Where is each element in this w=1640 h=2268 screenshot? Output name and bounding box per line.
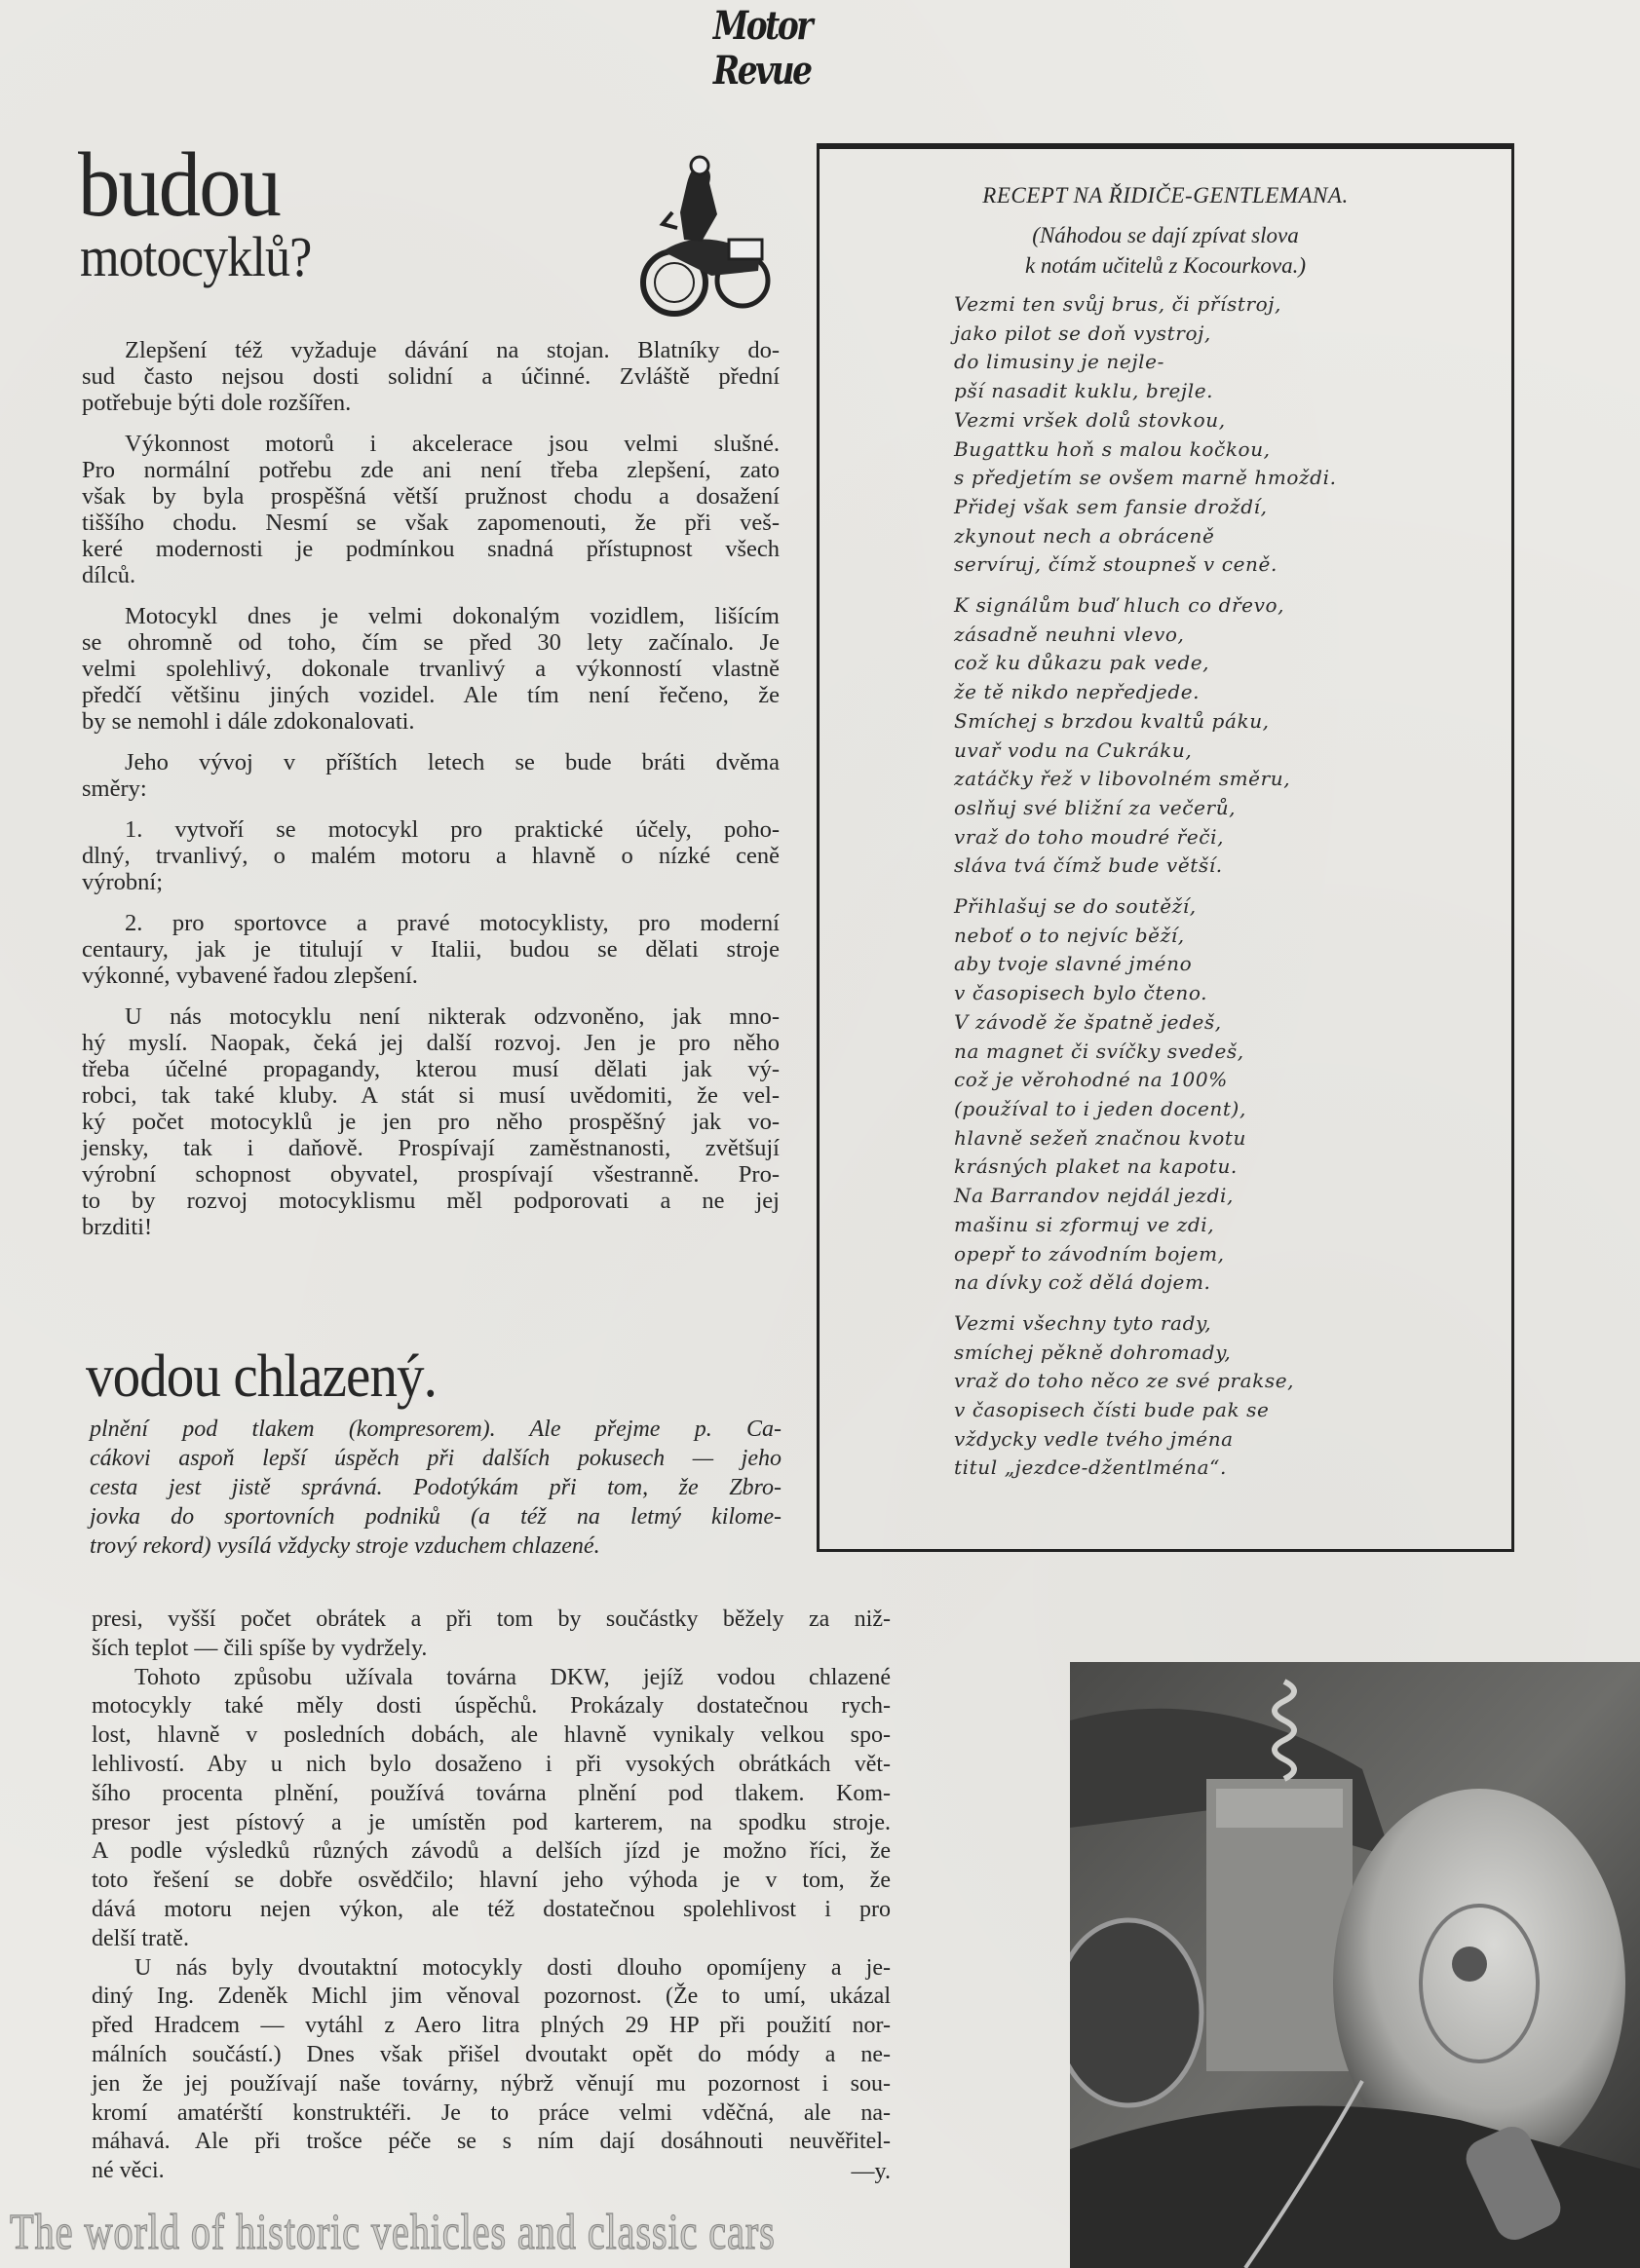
poem-line: oslňuj své bližní za večerů,: [954, 795, 1237, 819]
poem-line: vraž do toho něco ze své prakse,: [954, 1369, 1295, 1393]
poem-line: zásadně neuhni vlevo,: [954, 622, 1185, 646]
article-column-top: [82, 337, 780, 1255]
poem-line: což ku důkazu pak vede,: [954, 651, 1210, 675]
text-line: U nás byly dvoutaktní motocykly dosti dlouho opomíjeny a je-: [134, 1954, 891, 1981]
poem-line: jako pilot se doň vystroj,: [954, 321, 1211, 345]
poem-line: pší nasadit kuklu, brejle.: [954, 379, 1214, 403]
paragraph: [92, 1954, 891, 2186]
text-line: delší tratě.: [92, 1925, 189, 1951]
paragraph: [82, 910, 780, 989]
text-line: před Hradcem — vytáhl z Aero litra plných 29 HP při použití nor-: [92, 2013, 891, 2039]
text-line: keré modernosti je podmínkou snadná přístupnost všech: [82, 536, 780, 562]
poem-line: neboť o to nejvíc běží,: [954, 923, 1185, 947]
poem-line: vraž do toho moudré řeči,: [954, 824, 1225, 849]
poem-line: na dívky což dělá dojem.: [954, 1270, 1211, 1295]
text-line: cesta jest jistě správná. Podotýkám při tom, že Zbro-: [90, 1475, 782, 1500]
text-line: plnění pod tlakem (kompresorem). Ale přejme p. Ca-: [90, 1417, 782, 1442]
poem-line: smíchej pěkně dohromady,: [954, 1340, 1232, 1364]
text-line: trový rekord) vysílá vždycky stroje vzduchem chlazené.: [90, 1533, 600, 1559]
text-line: Tohoto způsobu užívala továrna DKW, jejíž vodou chlazené: [134, 1664, 891, 1690]
poem-line: zatáčky řež v libovolném směru,: [954, 767, 1291, 791]
text-line: málních součástí.) Dnes však přišel dvoutakt opět do módy a ne-: [92, 2041, 891, 2067]
watermark-tagline: The world of historic vehicles and classic cars: [10, 2205, 776, 2260]
article-italic-paragraph: [90, 1415, 782, 1575]
text-line: presi, vyšší počet obrátek a při tom by součástky běžely za niž-: [92, 1606, 891, 1632]
headline-top-sub: motocyklů?: [80, 225, 312, 288]
text-line: dlný, trvanlivý, o malém motoru a hlavně o nízké ceně: [82, 843, 780, 869]
poem-line: Smíchej s brzdou kvaltů páku,: [954, 708, 1270, 733]
text-line: Výkonnost motorů i akcelerace jsou velmi slušné.: [125, 431, 780, 457]
text-line: brzditi!: [82, 1214, 153, 1240]
author-signature: —y.: [851, 2158, 891, 2184]
poem-line: Bugattku hoň s malou kočkou,: [954, 436, 1271, 461]
text-line: se ohromně od toho, čím se před 30 lety začínalo. Je: [82, 629, 780, 656]
poem-subtitle: [817, 220, 1514, 281]
poem-stanza: [954, 892, 1337, 1298]
paragraph: [82, 1003, 780, 1240]
text-line: lost, hlavně v posledních dobách, ale hlavně vynikaly velkou spo-: [92, 1722, 891, 1749]
text-line: motocykly také měly dosti úspěchů. Prokázaly dostatečnou rych-: [92, 1693, 891, 1720]
text-line: né věci.: [92, 2158, 165, 2184]
poem-line: zkynout nech a obráceně: [954, 523, 1215, 548]
poem-line: s předjetím se ovšem marně hmoždi.: [954, 466, 1337, 490]
poem-title: RECEPT NA ŘIDIČE-GENTLEMANA.: [982, 183, 1349, 208]
text-line: směry:: [82, 775, 147, 802]
poem-line: vždycky vedle tvého jména: [954, 1426, 1234, 1451]
paragraph: [82, 337, 780, 416]
poem-stanza: [954, 591, 1337, 881]
paragraph: [82, 816, 780, 895]
text-line: máhavá. Ale při trošce péče se s ním dají dosáhnouti neuvěřitel-: [92, 2129, 891, 2155]
poem-line: opepř to závodním bojem,: [954, 1241, 1225, 1266]
text-line: potřebuje býti dole rozšířen.: [82, 390, 352, 416]
text-line: lehlivostí. Aby u nich bylo dosaženo i při vysokých obrátkách vět-: [92, 1751, 891, 1777]
text-line: kromí amatérští konstruktéři. Je to práce velmi vděčná, ale na-: [92, 2099, 891, 2126]
poem-line: V závodě že špatně jedeš,: [954, 1009, 1222, 1034]
poem-line: Přidej však sem fansie droždí,: [954, 494, 1268, 518]
poem-line: krásných plaket na kapotu.: [954, 1154, 1238, 1179]
text-line: dílců.: [82, 562, 136, 588]
article-column-bottom: [92, 1606, 891, 2187]
poem-stanza: [954, 290, 1337, 580]
text-line: U nás motocyklu není nikterak odzvoněno, jak mno-: [125, 1003, 780, 1030]
text-line: hý myslí. Naopak, čeká jej další rozvoj. Jen je pro něho: [82, 1030, 780, 1056]
text-line: toto řešení se dobře osvědčilo; hlavní jeho výhoda je v tom, že: [92, 1868, 891, 1894]
text-line: jovka do sportovních podniků (a též na letmý kilome-: [90, 1504, 782, 1530]
text-line: to by rozvoj motocyklismu měl podporovati a ne jej: [82, 1188, 780, 1214]
text-line: výrobní schopnost obyvatel, prospívají všestranně. Pro-: [82, 1161, 780, 1188]
text-line: Pro normální potřebu zde ani není třeba zlepšení, zato: [82, 457, 780, 483]
paragraph: [82, 431, 780, 588]
poem-line: Vezmi vršek dolů stovkou,: [954, 407, 1226, 432]
poem-stanza: [954, 1309, 1337, 1483]
text-line: robci, tak také kluby. A stát si musí uvědomiti, že vel-: [82, 1082, 780, 1109]
text-line: jensky, tak i daňově. Prospívají zaměstnanosti, zvětšují: [82, 1135, 780, 1161]
poem-subtitle-line: (Náhodou se dají zpívat slova: [1032, 223, 1299, 247]
text-line: velmi spolehlivý, dokonale trvanlivý a výkonností vlastně: [82, 656, 780, 682]
poem-line: do limusiny je nejle-: [954, 350, 1164, 374]
poem-line: v časopisech čísti bude pak se: [954, 1398, 1270, 1422]
poem-line: na magnet či svíčky svedeš,: [954, 1039, 1244, 1063]
poem-line: mašinu si zformuj ve zdi,: [954, 1212, 1215, 1236]
paragraph: [92, 1664, 891, 1954]
text-line: 1. vytvoří se motocykl pro praktické účely, poho-: [125, 816, 780, 843]
text-line: ký počet motocyklů je jen pro něho prospěšný jak vo-: [82, 1109, 780, 1135]
paragraph: [90, 1415, 782, 1561]
poem-line: že tě nikdo nepředjede.: [954, 680, 1201, 704]
motorcycle-rider-illustration: [633, 154, 775, 320]
poem-body: [954, 290, 1337, 1494]
text-line: centaury, jak je titulují v Italii, budou se dělati stroje: [82, 936, 780, 963]
text-line: presor jest pístový a je umístěn pod karterem, na spodku stroje.: [92, 1809, 891, 1835]
poem-line: K signálům buď hluch co dřevo,: [954, 593, 1285, 618]
text-line: 2. pro sportovce a pravé motocyklisty, pro moderní: [125, 910, 780, 936]
poem-line: Vezmi všechny tyto rady,: [954, 1310, 1212, 1335]
magazine-logo: [712, 3, 812, 94]
text-line: výkonné, vybavené řadou zlepšení.: [82, 963, 418, 989]
text-line: výrobní;: [82, 869, 164, 895]
text-line: Motocykl dnes je velmi dokonalým vozidlem, lišícím: [125, 603, 780, 629]
poem-line: aby tvoje slavné jméno: [954, 952, 1193, 976]
poem-line: hlavně sežeň značnou kvotu: [954, 1125, 1246, 1150]
logo-line-revue: Revue: [712, 48, 811, 94]
text-line: tiššího chodu. Nesmí se však zapomenouti, že při veš-: [82, 510, 780, 536]
text-line: předčí většinu jiných vozidel. Ale tím není řečeno, že: [82, 682, 780, 708]
paragraph: [92, 1606, 891, 1664]
poem-line: sláva tvá čímž bude větší.: [954, 853, 1223, 878]
text-line: však by byla prospěšná větší pružnost chodu a dosažení: [82, 483, 780, 510]
text-line: diný Ing. Zdeněk Michl jim věnoval pozornost. (Že to umí, ukázal: [92, 1984, 891, 2010]
text-line: jen že jej používají naše továrny, nýbrž věnují mu pozornost i sou-: [92, 2070, 891, 2097]
engine-photo: [1070, 1662, 1640, 2268]
text-line: šího procenta plnění, používá továrna plnění pod tlakem. Kom-: [92, 1780, 891, 1806]
text-line: dává motoru nejen výkon, ale též dostatečnou spolehlivost i pro: [92, 1896, 891, 1922]
logo-line-motor: Motor: [712, 3, 812, 49]
poem-line: servíruj, čímž stoupneš v ceně.: [954, 552, 1278, 577]
poem-line: což je věrohodné na 100%: [954, 1068, 1228, 1092]
poem-line: Vezmi ten svůj brus, či přístroj,: [954, 292, 1282, 316]
poem-line: Na Barrandov nejdál jezdi,: [954, 1184, 1234, 1208]
text-line: sud často nejsou dosti solidní a účinné. Zvláště přední: [82, 363, 780, 390]
text-line: Jeho vývoj v příštích letech se bude bráti dvěma: [125, 749, 780, 775]
poem-line: (používal to i jeden docent),: [954, 1096, 1246, 1120]
paragraph: [82, 749, 780, 802]
poem-line: titul „jezdce-džentlména“.: [954, 1455, 1227, 1480]
text-line: A podle výsledků různých závodů a delších jízd je možno říci, že: [92, 1838, 891, 1865]
poem-line: Přihlašuj se do soutěží,: [954, 894, 1197, 919]
headline-top: budou: [78, 134, 280, 236]
text-line: Zlepšení též vyžaduje dávání na stojan. Blatníky do-: [125, 337, 780, 363]
text-line: by se nemohl i dále zdokonalovati.: [82, 708, 415, 735]
paragraph: [82, 603, 780, 735]
poem-line: uvař vodu na Cukráku,: [954, 737, 1193, 762]
poem-line: v časopisech bylo čteno.: [954, 981, 1208, 1005]
headline-middle: vodou chlazený.: [86, 1343, 438, 1410]
poem-subtitle-line: k notám učitelů z Kocourkova.): [1024, 253, 1307, 278]
text-line: ších teplot — čili spíše by vydržely.: [92, 1635, 428, 1661]
text-line: cákovi aspoň lepší úspěch při dalších pokusech — jeho: [90, 1446, 782, 1471]
text-line: třeba účelné propagandy, kterou musí dělati jak vý-: [82, 1056, 780, 1082]
